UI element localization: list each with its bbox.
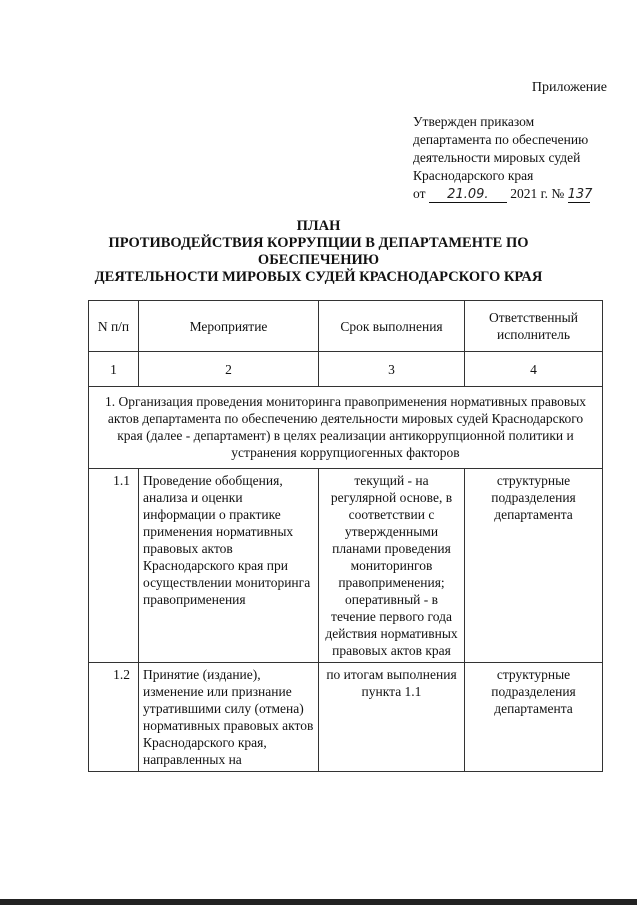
column-number-row: [89, 352, 603, 387]
row-number: 1.2: [89, 663, 139, 772]
approval-date-line: [413, 185, 633, 203]
annex-label: Приложение: [531, 80, 607, 95]
approval-line-3: деятельности мировых судей: [413, 150, 581, 165]
column-number: 3: [319, 352, 465, 387]
column-number: 1: [89, 352, 139, 387]
header-deadline: Срок выполнения: [319, 301, 465, 352]
title-line-2: ПРОТИВОДЕЙСТВИЯ КОРРУПЦИИ В ДЕПАРТАМЕНТЕ ПО: [108, 235, 529, 251]
plan-table: [88, 300, 603, 772]
column-number: 4: [465, 352, 603, 387]
handwritten-date: 21.09.: [429, 188, 507, 203]
page-bottom-edge: [0, 899, 637, 905]
title-line-1: ПЛАН: [296, 218, 341, 234]
column-number: 2: [139, 352, 319, 387]
row-deadline: текущий - на регулярной основе, в соответствии с утвержденными планами проведения мониторингов правоприменения; оперативный - в течение первого года действия нормативных правовых актов края: [319, 469, 465, 663]
section-row: [89, 387, 603, 469]
row-responsible: структурные подразделения департамента: [465, 663, 603, 772]
row-number: 1.1: [89, 469, 139, 663]
section-heading: 1. Организация проведения мониторинга правоприменения нормативных правовых актов департамента по обеспечению деятельности мировых судей Краснодарского края (далее - департамент) в целях реализации антикоррупционной политики и устранения коррупциогенных факторов: [89, 387, 603, 469]
approval-line-2: департамента по обеспечению: [413, 132, 589, 147]
approval-line-4: Краснодарского края: [413, 168, 534, 183]
row-activity: Проведение обобщения, анализа и оценки информации о практике применения нормативных правовых актов Краснодарского края при осуществлении мониторинга правоприменения: [139, 469, 319, 663]
header-number: N п/п: [89, 301, 139, 352]
document-title: [0, 218, 637, 286]
row-activity: Принятие (издание), изменение или признание утратившими силу (отмена) нормативных правовых актов Краснодарского края, направленных на: [139, 663, 319, 772]
handwritten-number: 137: [567, 187, 593, 202]
year-text: 2021 г. №: [510, 186, 565, 201]
approval-block: [413, 113, 633, 203]
approval-line-1: Утвержден приказом: [413, 114, 535, 129]
header-row: [89, 301, 603, 352]
row-responsible: структурные подразделения департамента: [465, 469, 603, 663]
title-line-4: ДЕЯТЕЛЬНОСТИ МИРОВЫХ СУДЕЙ КРАСНОДАРСКОГО КРАЯ: [94, 269, 543, 285]
header-activity: Мероприятие: [139, 301, 319, 352]
header-responsible: Ответственный исполнитель: [465, 301, 603, 352]
table-row: [89, 663, 603, 772]
title-line-3: ОБЕСПЕЧЕНИЮ: [257, 252, 380, 268]
table-row: [89, 469, 603, 663]
row-deadline: по итогам выполнения пункта 1.1: [319, 663, 465, 772]
from-label: от: [413, 186, 426, 201]
